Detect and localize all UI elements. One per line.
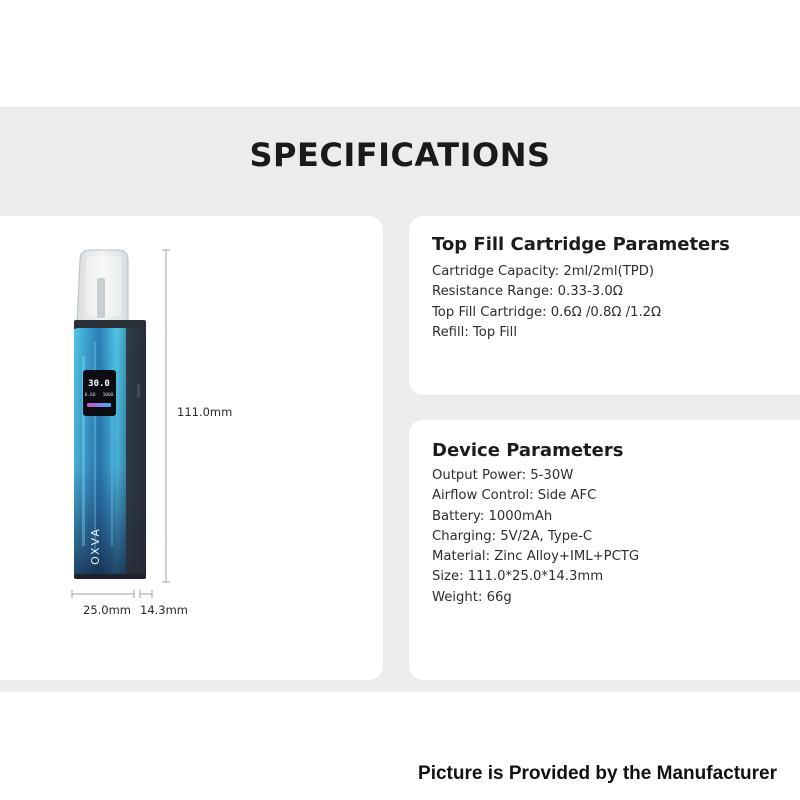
spec-item: Battery: 1000mAh xyxy=(432,508,553,524)
spec-item: Top Fill Cartridge: 0.6Ω /0.8Ω /1.2Ω xyxy=(432,304,662,320)
top-fill-spec-list xyxy=(432,262,661,343)
device-illustration-card xyxy=(0,216,383,680)
spec-item: Material: Zinc Alloy+IML+PCTG xyxy=(432,549,640,565)
device-body xyxy=(74,250,146,579)
width-dimension-label: 25.0mm xyxy=(83,603,132,617)
device-parameters-heading: Device Parameters xyxy=(432,440,624,461)
manufacturer-note: Picture is Provided by the Manufacturer xyxy=(418,763,777,784)
depth-dimension-label: 14.3mm xyxy=(140,603,189,617)
top-fill-cartridge-heading: Top Fill Cartridge Parameters xyxy=(432,234,730,255)
spec-item: Weight: 66g xyxy=(432,589,512,605)
screen-battery: 1000 xyxy=(102,393,114,398)
page-title: SPECIFICATIONS xyxy=(249,136,551,174)
device-illustration xyxy=(0,216,383,680)
device-logo: OXVA xyxy=(89,527,102,565)
height-dimension-label: 111.0mm xyxy=(177,405,233,419)
spec-item: Size: 111.0*25.0*14.3mm xyxy=(432,569,604,585)
top-fill-cartridge-card xyxy=(409,216,800,395)
spec-item: Refill: Top Fill xyxy=(432,324,518,340)
spec-item: Output Power: 5-30W xyxy=(432,468,574,483)
airflow-slider xyxy=(137,384,140,398)
spec-item: Airflow Control: Side AFC xyxy=(432,488,597,504)
spec-item: Charging: 5V/2A, Type-C xyxy=(432,528,593,544)
screen-battery-bar xyxy=(87,403,111,407)
spec-item: Resistance Range: 0.33-3.0Ω xyxy=(432,284,623,300)
screen-resistance: 0.6Ω xyxy=(84,393,96,398)
device-parameters-card xyxy=(409,420,800,680)
spec-item: Cartridge Capacity: 2ml/2ml(TPD) xyxy=(432,264,655,279)
device-spec-list xyxy=(432,466,639,608)
screen-power-value: 30.0 xyxy=(88,379,110,389)
